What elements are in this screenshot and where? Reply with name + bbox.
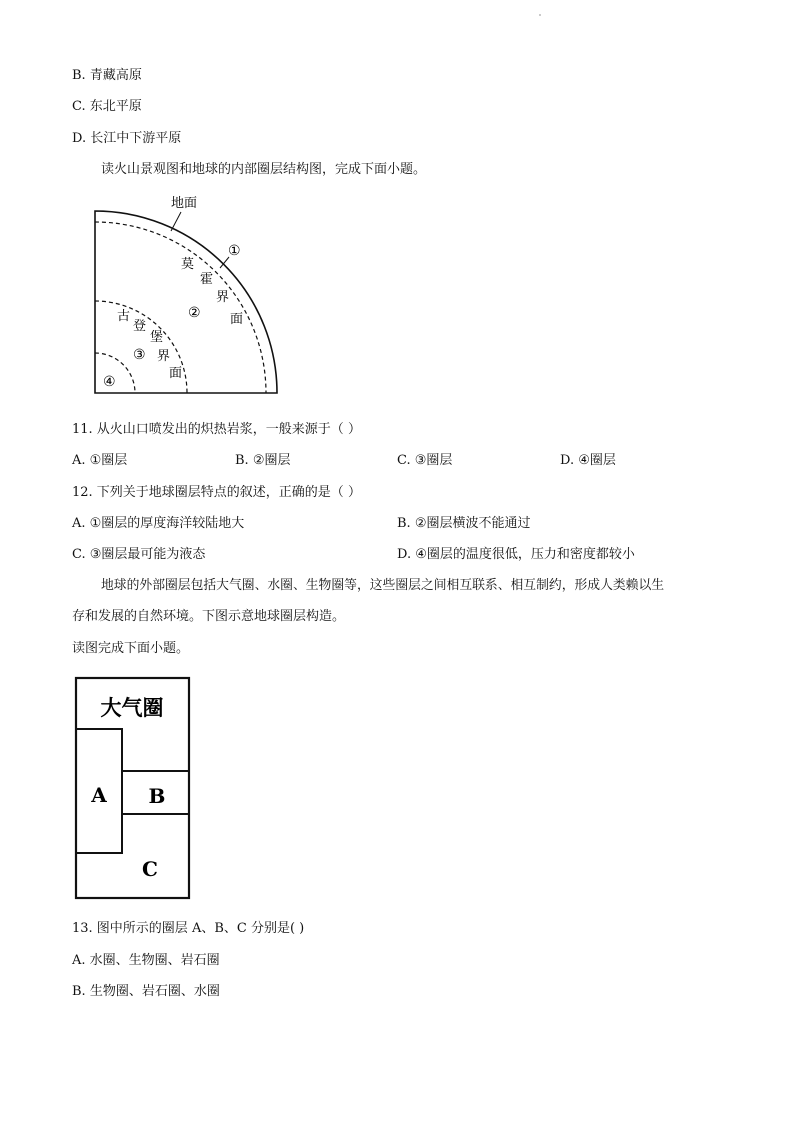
moho-char-2: 霍 [200, 272, 214, 287]
moho-char-1: 莫 [181, 257, 195, 272]
intro-text-2-line-1: 地球的外部圈层包括大气圈、水圈、生物圈等，这些圈层之间相互联系、相互制约，形成人类赖以生 [101, 578, 665, 593]
q13-stem: 13. 图中所示的圈层 A、B、C 分别是( ) [72, 921, 305, 936]
q11-option-d: D. ④圈层 [560, 453, 616, 468]
q11-option-b: B. ②圈层 [235, 453, 291, 468]
gutenberg-char-1: 古 [117, 309, 131, 324]
gutenberg-char-5: 面 [169, 366, 183, 381]
earth-interior-diagram [0, 0, 794, 420]
q11-option-a: A. ①圈层 [72, 453, 128, 468]
intro-text-2-line-2: 存和发展的自然环境。下图示意地球圈层构造。 [72, 609, 346, 624]
gutenberg-char-4: 界 [157, 349, 171, 364]
q12-option-c: C. ③圈层最可能为液态 [72, 547, 206, 562]
q12-option-a: A. ①圈层的厚度海洋较陆地大 [72, 516, 245, 531]
earth-surface-arc [95, 211, 277, 393]
label-c: C [142, 857, 158, 881]
q11-stem: 11. 从火山口喷发出的炽热岩浆，一般来源于（ ） [72, 422, 361, 437]
option-c-prev: C. 东北平原 [72, 99, 142, 114]
surface-pointer [171, 212, 181, 231]
surface-label: 地面 [171, 196, 198, 211]
gutenberg-char-2: 登 [133, 319, 147, 334]
intro-text-1: 读火山景观图和地球的内部圈层结构图，完成下面小题。 [101, 162, 427, 177]
option-b-prev: B. 青藏高原 [72, 68, 142, 83]
gutenberg-char-3: 堡 [150, 330, 164, 345]
layer-1-label: ① [228, 243, 241, 259]
label-a: A [91, 783, 107, 807]
layer-2-label: ② [188, 305, 201, 321]
moho-char-4: 面 [230, 312, 244, 327]
layer-4-label: ④ [103, 374, 116, 390]
q11-option-c: C. ③圈层 [397, 453, 453, 468]
label-b: B [148, 784, 166, 808]
moho-char-3: 界 [216, 290, 230, 305]
layer-3-label: ③ [133, 347, 146, 363]
q12-option-d: D. ④圈层的温度很低，压力和密度都较小 [397, 547, 635, 562]
earth-spheres-diagram [70, 672, 200, 904]
q13-option-b: B. 生物圈、岩石圈、水圈 [72, 984, 220, 999]
q12-stem: 12. 下列关于地球圈层特点的叙述，正确的是（ ） [72, 485, 361, 500]
q13-option-a: A. 水圈、生物圈、岩石圈 [72, 953, 220, 968]
intro-text-3: 读图完成下面小题。 [72, 641, 190, 656]
atmosphere-label: 大气圈 [100, 695, 164, 720]
option-d-prev: D. 长江中下游平原 [72, 131, 182, 146]
q12-option-b: B. ②圈层横波不能通过 [397, 516, 531, 531]
